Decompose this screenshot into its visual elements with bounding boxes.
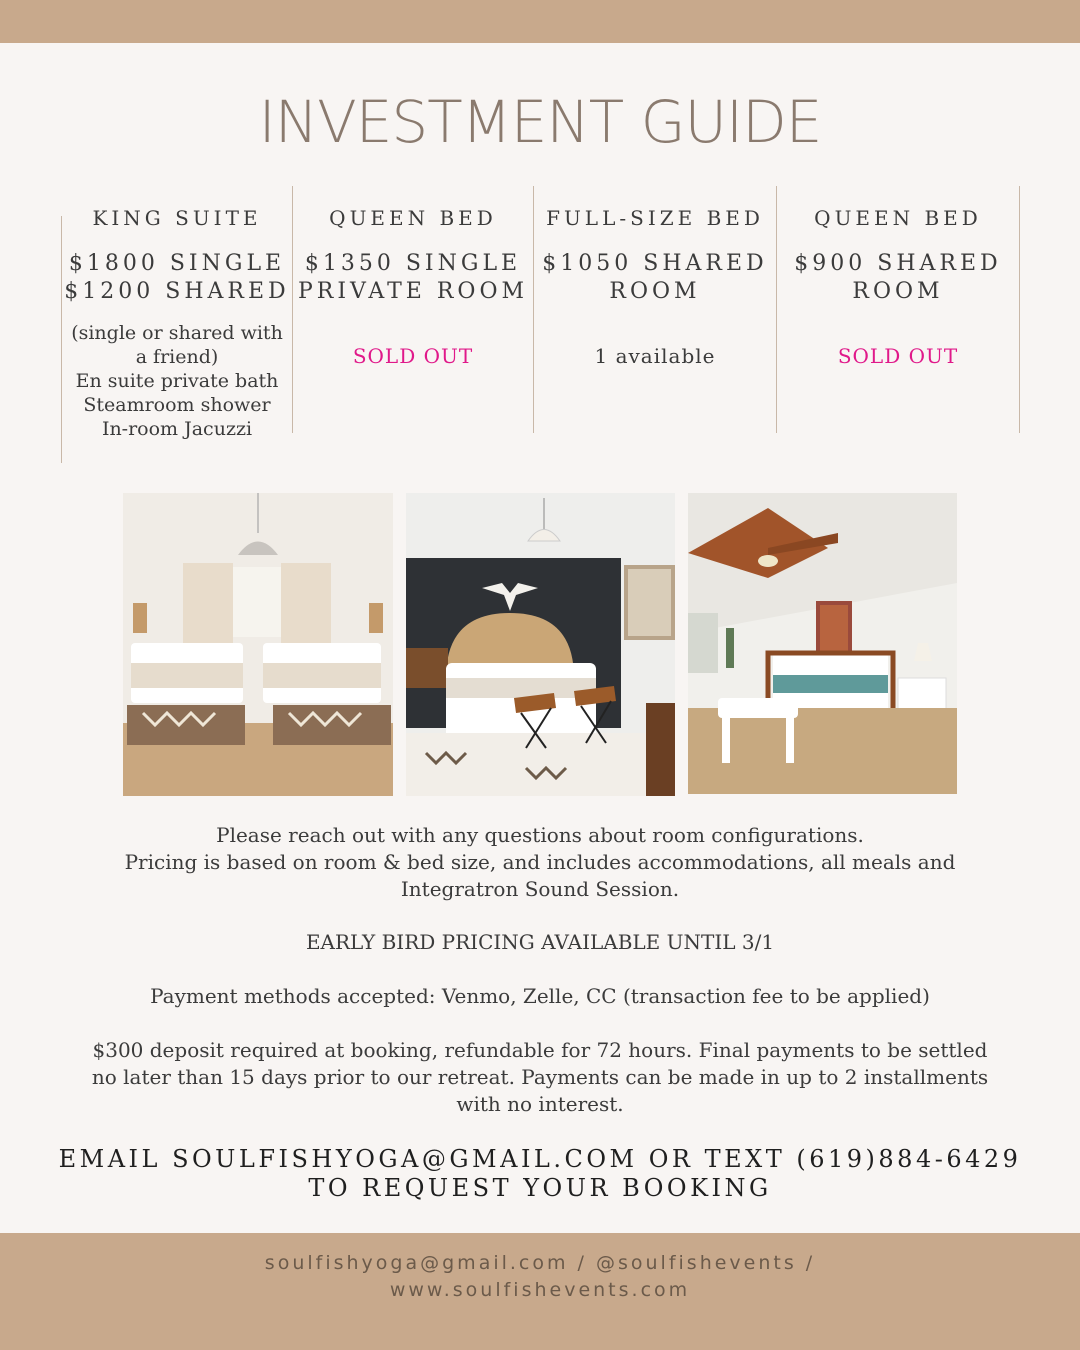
paragraph-line: Pricing is based on room & bed size, and includes accommodations, all meals and [124,850,956,874]
price-line: $1050 SHARED [542,251,768,276]
footer-line: soulfishyoga@gmail.com / @soulfishevents / [264,1252,816,1274]
paragraph-line: with no interest. [456,1092,624,1116]
paragraph-line: $300 deposit required at booking, refundable for 72 hours. Final payments to be settled [92,1038,988,1062]
price-line: ROOM [852,279,944,304]
cta-line: EMAIL SOULFISHYOGA@GMAIL.COM OR TEXT (619)884-6429 [58,1145,1022,1173]
room-name: FULL-SIZE BED [546,206,764,230]
paragraph-line: no later than 15 days prior to our retreat. Payments can be made in up to 2 installments [91,1065,989,1089]
note-line: (single or shared with [71,322,283,344]
room-price [777,250,1019,306]
room-price [534,250,776,306]
price-line: PRIVATE ROOM [297,279,529,304]
room-name: QUEEN BED [329,206,497,230]
price-line: $900 SHARED [794,251,1002,276]
room-column-queen-shared [777,200,1019,368]
room-column-queen-private [293,200,533,368]
page-title: INVESTMENT GUIDE [258,88,822,156]
availability-status: SOLD OUT [352,344,474,368]
note-line: a friend) [135,346,219,368]
room-price [62,250,292,306]
bedroom-queen-bed-ceiling-fan-photo [688,493,957,794]
bedroom-queen-bed-dark-wall-photo [406,493,675,796]
footer-line: www.soulfishevents.com [389,1279,691,1301]
room-notes [62,321,292,441]
room-column-full-size [534,200,776,368]
deposit-terms [40,1037,1040,1118]
room-price [293,250,533,306]
room-column-king-suite [62,200,292,441]
availability-status: SOLD OUT [837,344,959,368]
cta-line: TO REQUEST YOUR BOOKING [308,1174,772,1202]
price-line: ROOM [609,279,701,304]
note-line: En suite private bath [75,370,279,392]
footer-contact [0,1250,1080,1304]
price-line: $1350 SINGLE [304,251,522,276]
availability-status: 1 available [594,344,716,368]
note-line: Steamroom shower [83,394,271,416]
paragraph-line: Integratron Sound Session. [400,877,680,901]
price-line: $1200 SHARED [64,279,290,304]
room-name: QUEEN BED [814,206,982,230]
column-divider [1019,186,1020,433]
paragraph-line: Please reach out with any questions about room configurations. [216,823,864,847]
bedroom-two-twin-beds-photo [123,493,393,796]
note-line: In-room Jacuzzi [101,418,253,440]
early-bird-notice: EARLY BIRD PRICING AVAILABLE UNTIL 3/1 [305,930,775,954]
booking-call-to-action [40,1145,1040,1203]
payment-methods: Payment methods accepted: Venmo, Zelle, CC (transaction fee to be applied) [150,984,930,1008]
room-name: KING SUITE [92,206,262,230]
room-config-note [40,822,1040,903]
price-line: $1800 SINGLE [68,251,286,276]
top-accent-bar [0,0,1080,43]
